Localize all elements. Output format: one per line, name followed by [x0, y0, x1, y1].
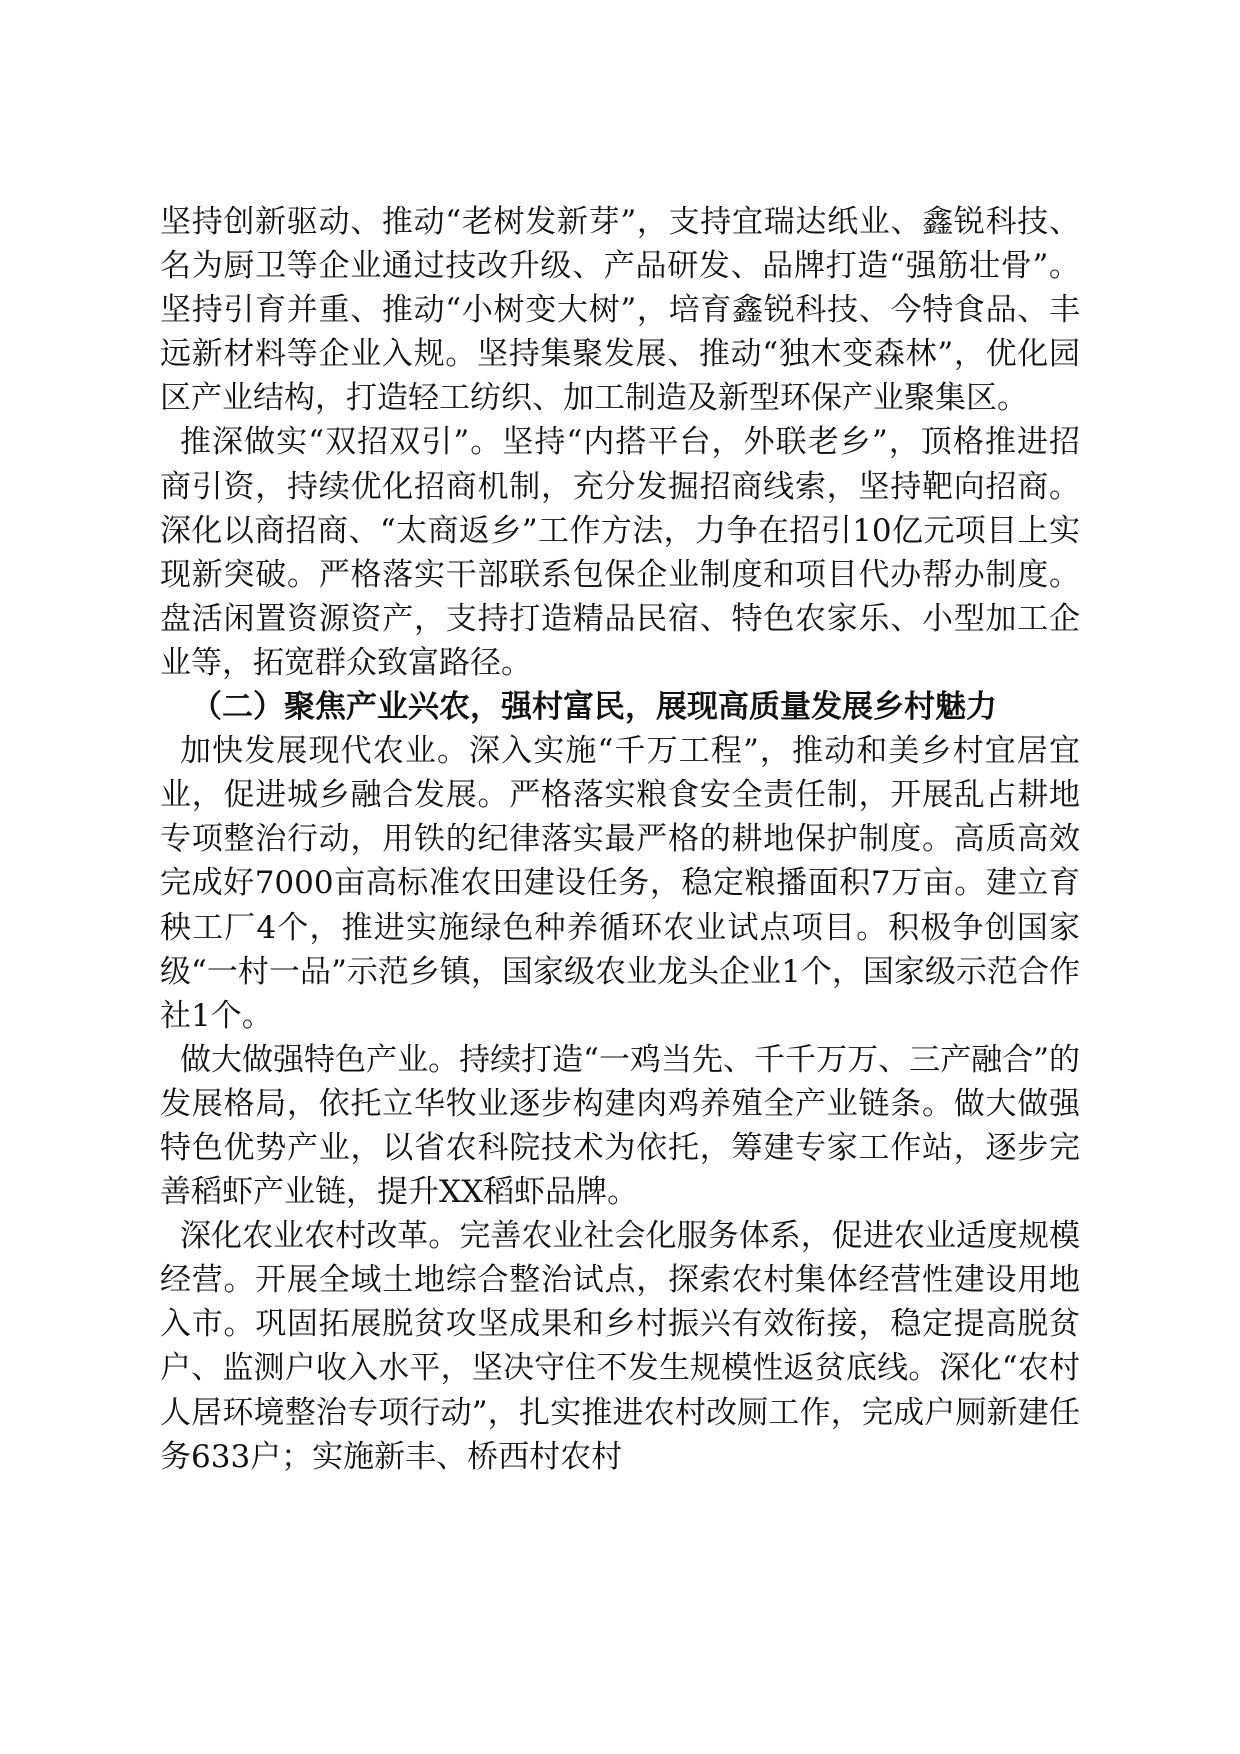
paragraph-investment-attraction: 推深做实“双招双引”。坚持“内搭平台，外联老乡”，顶格推进招商引资，持续优化招商机制，充分发掘招商线索，坚持靶向招商。深化以商招商、“太商返乡”工作方法，力争在招引10亿元项目上实现新突破。严格落实干部联系包保企业制度和项目代办帮办制度。盘活闲置资源资产，支持打造精品民宿、特色农家乐、小型加工企业等，拓宽群众致富路径。	[160, 424, 1080, 681]
section-heading-agriculture: （二）聚焦产业兴农，强村富民，展现高质量发展乡村魅力	[191, 689, 997, 726]
paragraph-modern-agriculture: 加快发展现代农业。深入实施“千万工程”，推动和美乡村宜居宜业，促进城乡融合发展。严格落实粮食安全责任制，开展乱占耕地专项整治行动，用铁的纪律落实最严格的耕地保护制度。高质高效完成好7000亩高标准农田建设任务，稳定粮播面积7万亩。建立育秧工厂4个，推进实施绿色种养循环农业试点项目。积极争创国家级“一村一品”示范乡镇，国家级农业龙头企业1个，国家级示范合作社1个。	[160, 733, 1080, 1034]
paragraph-specialty-industry: 做大做强特色产业。持续打造“一鸡当先、千千万万、三产融合”的发展格局，依托立华牧业逐步构建肉鸡养殖全产业链条。做大做强特色优势产业，以省农科院技术为依托，筹建专家工作站，逐步完善稻虾产业链，提升XX稻虾品牌。	[160, 1041, 1080, 1211]
paragraph-rural-reform: 深化农业农村改革。完善农业社会化服务体系，促进农业适度规模经营。开展全域土地综合整治试点，探索农村集体经营性建设用地入市。巩固拓展脱贫攻坚成果和乡村振兴有效衔接，稳定提高脱贫户、监测户收入水平，坚决守住不发生规模性返贫底线。深化“农村人居环境整治专项行动”，扎实推进农村改厕工作，完成户厕新建任务633户；实施新丰、桥西村农村	[160, 1218, 1080, 1475]
document-page	[160, 200, 1080, 1479]
paragraph-industry-upgrade: 坚持创新驱动、推动“老树发新芽”，支持宜瑞达纸业、鑫锐科技、名为厨卫等企业通过技改升级、产品研发、品牌打造“强筋壮骨”。坚持引育并重、推动“小树变大树”，培育鑫锐科技、今特食品、丰远新材料等企业入规。坚持集聚发展、推动“独木变森林”，优化园区产业结构，打造轻工纺织、加工制造及新型环保产业聚集区。	[160, 204, 1080, 417]
